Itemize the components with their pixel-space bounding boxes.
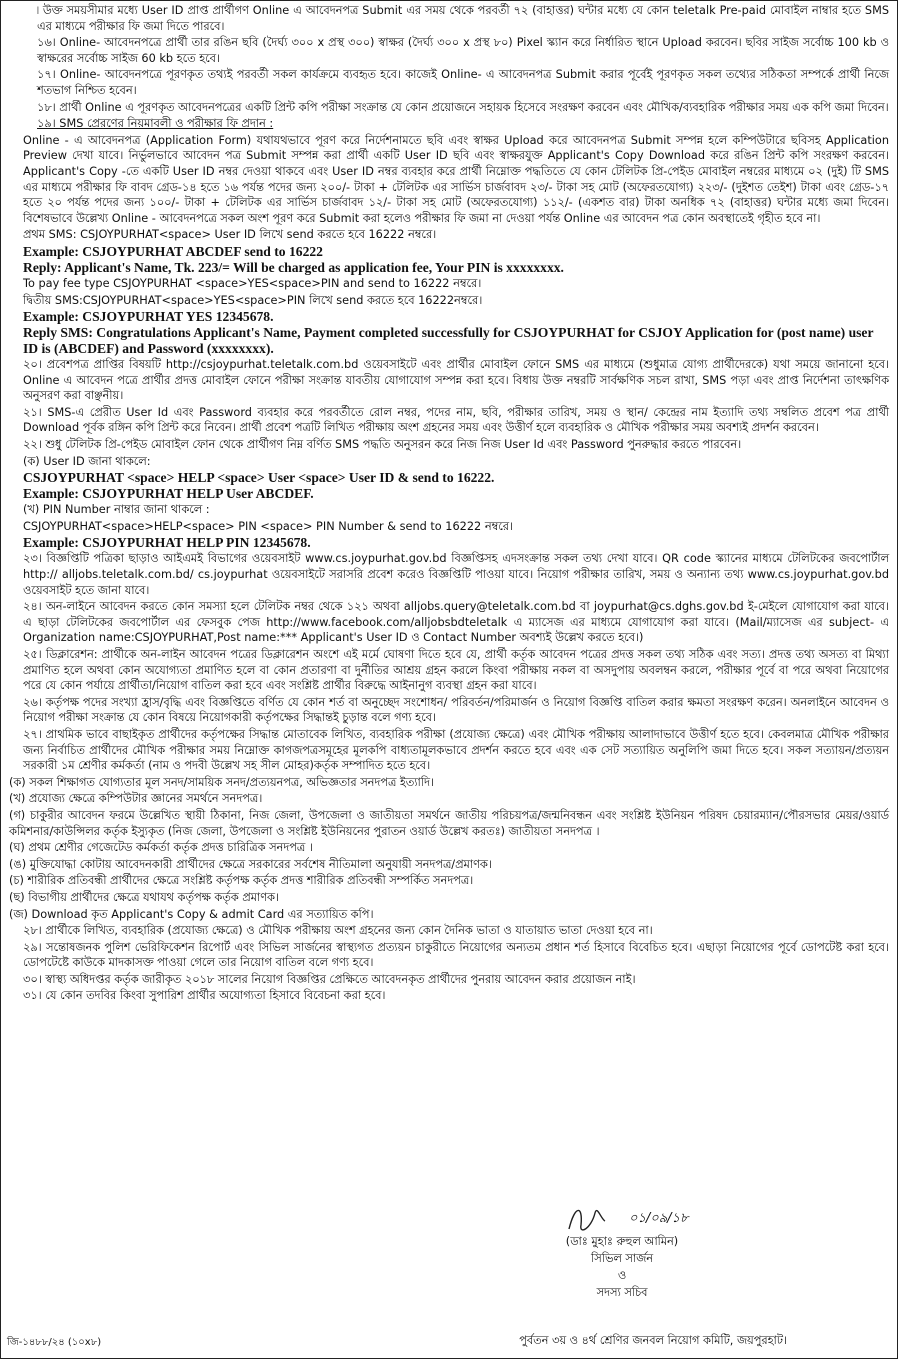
notice-paragraph: দ্বিতীয় SMS:CSJOYPURHAT<space>YES<space>PIN লিখে send করতে হবে 16222নম্বরে। <box>23 293 483 307</box>
notice-paragraph: ২৪। অন-লাইনে আবেদন করতে কোন সমস্যা হলে টেলিটক নম্বর থেকে ১২১ অথবা alljobs.query@teletalk.com.bd বা joypurhat@cs.dghs.gov.bd ই-মেইলে যোগাযোগ করা যাবে। এ ছাড়া টেলিটকের জবপোর্টাল এর ফেসবুক পেজ http://www.facebook.com/alljobsbdteletalk এ ম্যাসেজ এর মাধ্যমে যোগাযোগ করা যাবে। (Mail/ম্যাসেজ এর subject- এ Organization name:CSJOYPURHAT,Post name:*** Applicant's User ID ও Contact Number অবশ্যই উল্লেখ করতে হবে।) <box>23 600 889 645</box>
notice-paragraph: Reply: Applicant's Name, Tk. 223/= Will be charged as application fee, Your PIN is xxxxxxxx. <box>23 259 564 275</box>
notice-paragraph: Example: CSJOYPURHAT HELP PIN 12345678. <box>23 535 311 551</box>
notice-paragraph: ২৯। সন্তোষজনক পুলিশ ভেরিফিকেশন রিপোর্ট এবং সিভিল সার্জনের স্বাস্থ্যগত প্রত্যয়ন চাকুরীতে নিয়োগের অন্যতম প্রধান শর্ত হিসাবে বিবেচিত হবে। এছাড়া নিয়োগের পূর্বে ডোপটেষ্ট করা হবে। ডোপটেষ্টে কাউকে মাদকাসক্ত পাওয়া গেলে তার নিয়োগ বাতিল বলে গণ্য হবে। <box>23 940 889 970</box>
notice-paragraph: CSJOYPURHAT <space> HELP <space> User <space> User ID & send to 16222. <box>23 470 495 486</box>
notice-paragraph: (ছ) বিভাগীয় প্রার্থীদের ক্ষেত্রে যথাযথ কর্তৃপক্ষ কর্তৃক প্রমাণক। <box>9 890 279 904</box>
signatory-name: (ডাঃ মুহাঃ রুহুল আমিন) <box>565 1235 679 1248</box>
signatory-role: সদস্য সচিব <box>596 1286 648 1299</box>
notice-paragraph: ১৬। Online- আবেদনপত্রে প্রার্থী তার রঙিন ছবি (দৈর্ঘ্য ৩০০ x প্রস্থ ৩০০) স্বাক্ষর (দৈর্ঘ্য ৩০০ x প্রস্থ ৮০) Pixel স্ক্যান করে নির্ধারিত স্থানে Upload করবেন। ছবির সাইজ সর্বোচ্চ 100 kb ও স্বাক্ষরের সর্বোচ্চ সাইজ 60 kb হতে হবে। <box>37 36 889 65</box>
notice-paragraph: প্রথম SMS: CSJOYPURHAT<space> User ID লিখে send করতে হবে 16222 নম্বরে। <box>23 228 437 242</box>
committee-name: পুর্বতন ৩য় ও ৪র্থ শ্রেণির জনবল নিয়োগ কমিটি, জয়পুরহাট। <box>519 1334 787 1347</box>
notice-paragraph: ২৬। কর্তৃপক্ষ পদের সংখ্যা হ্রাস/বৃদ্ধি এবং বিজ্ঞপ্তিতে বর্ণিত যে কোন শর্ত বা অনুচ্ছেদ সংশোধন/ পরিবর্তন/পরিমার্জন ও নিয়োগ বিজ্ঞপ্তি বাতিল করার ক্ষমতা সংরক্ষণ করেন। অনলাইনে আবেদন ও নিয়োগ পরীক্ষা সংক্রান্ত যে কোন বিষয়ে নিয়োগকারী কর্তৃপক্ষের সিদ্ধান্তই চুড়ান্ত বলে গণ্য হবে। <box>23 695 889 725</box>
notice-paragraph: ২২। শুধু টেলিটক প্রি-পেইড মোবাইল ফোন থেকে প্রার্থীগণ নিম্ন বর্ণিত SMS পদ্ধতি অনুসরন করে নিজ নিজ User Id এবং Password পুনরুদ্ধার করতে পারবেন। <box>23 438 742 452</box>
notice-paragraph: (ঘ) প্রথম শ্রেণীর গেজেটেড কর্মকর্তা কর্তৃক প্রদত্ত চারিত্রিক সনদপত্র । <box>9 841 313 855</box>
notice-paragraph: ২৫। ডিক্লারেশন: প্রার্থীকে অন-লাইন আবেদন পত্রের ডিক্লারেশন অংশে এই মর্মে ঘোষণা দিতে হবে যে, প্রার্থী কর্তৃক আবেদন পত্রের প্রদত্ত সকল তথ্য সঠিক এবং সত্য। প্রদত্ত তথ্য অসত্য বা মিথ্যা প্রমাণিত হলে অথবা কোন অযোগ্যতা প্রমাণিত হলে বা কোন প্রতারণা বা দুর্নীতির আশ্রয় গ্রহন করলে কিংবা পরীক্ষায় নকল বা অসদুপায় অবলম্বন করলে, পরীক্ষার পূর্বে বা পরে অথবা নিয়োগের পরে যে কোন পর্যায়ে প্রার্থীতা/নিয়োগ বাতিল করা হবে এবং সংশ্লিষ্ট প্রার্থীর বিরুদ্ধে আইনানুগ ব্যবস্থা গ্রহন করা যাবে। <box>23 648 889 693</box>
notice-paragraph: Online - এ আবেদনপত্র (Application Form) যথাযথভাবে পূরণ করে নির্দেশনামতে ছবি এবং স্বাক্ষর Upload করে আবেদনপত্র Submit সম্পন্ন হলে কম্পিউটারে ছবিসহ Application Preview দেখা যাবে। নির্ভুলভাবে আবেদন পত্র Submit সম্পন্ন করা প্রার্থী একটি User ID ছবি এবং স্বাক্ষরযুক্ত Applicant's Copy Download করে রঙিন প্রিন্ট কপি সংরক্ষণ করবেন। Applicant's Copy -তে একটি User ID নম্বর দেওয়া থাকবে এবং User ID নম্বর ব্যবহার করে প্রার্থী নিম্নোক্ত পদ্ধতিতে যে কোন টেলিটক প্রি-পেইড মোবাইল নম্বরের মাধ্যমে ০২ (দুই) টি SMS এর মাধ্যমে পরীক্ষার ফি বাবদ গ্রেড-১৪ হতে ১৬ পর্যন্ত পদের জন্য ২০০/- টাকা + টেলিটক এর সার্ভিস চার্জবাবদ ২৩/- টাকা সহ মোট (অফেরতযোগ্য) ২২৩/- (দুইশত তেইশ) টাকা এবং গ্রেড-১৭ হতে ২০ পর্যন্ত পদের জন্য ১০০/- টাকা + টেলিটক এর সার্ভিস চার্জবাবদ ১২/- টাকা সহ মোট (অফেরতযোগ্য) ১১২/- (একশত বার) টাকা অনধিক ৭২ (বাহাত্তর) ঘন্টার মধ্যে জমা দিবেন। বিশেষভাবে উল্লেখ্য Online - আবেদনপত্রে সকল অংশ পূরণ করে Submit করা হলেও পরীক্ষার ফি জমা না দেওয়া পর্যন্ত Online এর আবেদন পত্র কোন অবস্থাতেই গৃহীত হবে না। <box>23 133 889 225</box>
notice-paragraph: Example: CSJOYPURHAT ABCDEF send to 16222 <box>23 243 323 259</box>
signature-block <box>457 1233 787 1301</box>
notice-paragraph: (গ) চাকুরীর আবেদন ফরমে উল্লেখিত স্থায়ী ঠিকানা, নিজ জেলা, উপজেলা ও জাতীয়তা সমর্থনে জাতীয় পরিচয়পত্র/জন্মনিবন্ধন এবং সংশ্লিষ্ট ইউনিয়ন পরিষদ চেয়ারম্যান/পৌরসভার মেয়র/ওয়ার্ড কমিশনার/কাউন্সিলর কর্তৃক ইস্যুকৃত (নিজ জেলা, উপজেলা ও সংশ্লিষ্ট ইউনিয়নের পুরাতন ওয়ার্ড উল্লেখ করতঃ) জাতীয়তা সনদপত্র । <box>9 808 889 838</box>
footer-code: জি-১৪৮৮/২৪ (১০x৮) <box>7 1337 102 1348</box>
notice-paragraph: (খ) PIN Number নাম্বার জানা থাকলে : <box>23 503 210 517</box>
notice-paragraph: ১৯। SMS প্রেরণের নিয়মাবলী ও পরীক্ষার ফি প্রদান : <box>37 117 274 131</box>
notice-paragraph: ২০। প্রবেশপত্র প্রাপ্তির বিষয়টি http://csjoypurhat.teletalk.com.bd ওয়েবসাইটে এবং প্রার্থীর মোবাইল ফোনে SMS এর মাধ্যমে (শুধুমাত্র যোগ্য প্রার্থীদেরকে) যথা সময়ে জানানো হবে। Online এ আবেদন পত্রে প্রার্থীর প্রদত্ত মোবাইল ফোনে পরীক্ষা সংক্রান্ত যাবতীয় যোগাযোগ সম্পন্ন করা হবে। বিধায় উক্ত নম্বরটি সার্বক্ষণিক সচল রাখা, SMS পড়া এবং প্রাপ্ত নির্দেশনা তাৎক্ষণিক অনুসরণ করা বাঞ্ছনীয়। <box>23 358 889 403</box>
notice-paragraph: (খ) প্রযোজ্য ক্ষেত্রে কম্পিউটার জ্ঞানের সমর্থনে সনদপত্র। <box>9 792 263 806</box>
notice-paragraph: To pay fee type CSJOYPURHAT <space>YES<space>PIN and send to 16222 নম্বরে। <box>23 276 482 290</box>
signature-date: ০১/০৯/১৮ <box>629 1211 689 1226</box>
notice-paragraph: Example: CSJOYPURHAT YES 12345678. <box>23 309 274 325</box>
notice-paragraph: Reply SMS: Congratulations Applicant's Name, Payment completed successfully for CSJOYPURHAT for CSJOY Application for (post name) user ID is (ABCDEF) and Password (xxxxxxxx). <box>23 325 874 357</box>
notice-paragraph: ২৮। প্রার্থীকে লিখিত, ব্যবহারিক (প্রযোজ্য ক্ষেত্রে) ও মৌখিক পরীক্ষায় অংশ গ্রহনের জন্য কোন দৈনিক ভাতা ও যাতায়াত ভাতা দেওয়া হবে না। <box>23 924 653 938</box>
notice-paragraph: (ক) সকল শিক্ষাগত যোগ্যতার মূল সনদ/সাময়িক সনদ/প্রত্যয়নপত্র, অভিজ্ঞতার সনদপত্র ইত্যাদি। <box>9 775 435 789</box>
notice-paragraph: ৷ উক্ত সময়সীমার মধ্যে User ID প্রাপ্ত প্রার্থীগণ Online এ আবেদনপত্র Submit এর সময় থেকে পরবর্তী ৭২ (বাহাত্তর) ঘন্টার মধ্যে যে কোন teletalk Pre-paid মোবাইল নাম্বার হতে SMS এর মাধ্যমে পরীক্ষার ফি জমা দিতে পারবে। <box>37 4 889 33</box>
notice-paragraph: ২৩। বিজ্ঞপ্তিটি পত্রিকা ছাড়াও আইএমই বিভাগের ওয়েবসাইট www.cs.joypurhat.gov.bd বিজ্ঞপ্তিসহ এদসংক্রান্ত সকল তথ্য দেখা যাবে। QR code স্ক্যানের মাধ্যমে টেলিটকের জবপোর্টাল http:// alljobs.teletalk.com.bd/ cs.joypurhat ওয়েবসাইটে সরাসরি প্রবেশ করেও বিজ্ঞপ্তিটি পাওয়া যাবে। নিয়োগ পরীক্ষার তারিখ, সময় ও অন্যান্য তথ্য www.cs.joypurhat.gov.bd ওয়েবসাইট হতে জানা যাবে। <box>23 552 889 597</box>
notice-paragraph: (চ) শারীরিক প্রতিবন্ধী প্রার্থীদের ক্ষেত্রে সংশ্লিষ্ট কর্তৃপক্ষ কর্তৃক প্রদত্ত শারীরিক প্রতিবন্ধী সম্পর্কিত সনদপত্র। <box>9 874 474 888</box>
notice-paragraph: CSJOYPURHAT<space>HELP<space> PIN <space> PIN Number & send to 16222 নম্বরে। <box>23 519 514 533</box>
notice-paragraph: ১৮। প্রার্থী Online এ পূরণকৃত আবেদনপত্রের একটি প্রিন্ট কপি পরীক্ষা সংক্রান্ত যে কোন প্রয়োজনে সহায়ক হিসেবে সংরক্ষণ করবেন এবং মৌখিক/ব্যবহারিক পরীক্ষার সময় এক কপি জমা দিবেন। <box>37 100 889 114</box>
notice-paragraph: ২১। SMS-এ প্রেরীত User Id এবং Password ব্যবহার করে পরবর্তীতে রোল নম্বর, পদের নাম, ছবি, পরীক্ষার তারিখ, সময় ও স্থান/ কেন্দ্রের নাম ইত্যাদি তথ্য সম্বলিত প্রবেশ পত্র প্রার্থী Download পূর্বক রঙ্গিন কপি প্রিন্ট করে নিবেন। প্রার্থী প্রবেশ পত্রটি লিখিত পরীক্ষায় অংশ গ্রহনের সময় এবং উত্তীর্ণ হলে ব্যবহারিক ও মৌখিক পরীক্ষার সময় অবশ্যই প্রদর্শন করবেন। <box>23 405 889 435</box>
notice-paragraph: (জ) Download কৃত Applicant's Copy & admit Card এর সত্যায়িত কপি। <box>9 907 374 921</box>
notice-body <box>9 3 889 1005</box>
notice-paragraph: (ক) User ID জানা থাকলে: <box>23 454 151 468</box>
signatory-and: ও <box>617 1269 627 1282</box>
notice-paragraph: ৩১। যে কোন তদবির কিংবা সুপারিশ প্রার্থীর অযোগ্যতা হিসাবে বিবেচনা করা হবে। <box>23 989 386 1003</box>
notice-paragraph: ৩০। স্বাস্থ্য অধিদপ্তর কর্তৃক জারীকৃত ২০১৮ সালের নিয়োগ বিজ্ঞপ্তির প্রেক্ষিতে আবেদনকৃত প্রার্থীদের পুনরায় আবেদন করার প্রয়োজন নাই। <box>23 972 636 986</box>
notice-paragraph: ১৭। Online- আবেদনপত্রে পূরণকৃত তথ্যই পরবর্তী সকল কার্যক্রমে ব্যবহৃত হবে। কাজেই Online- এ আবেদনপত্র Submit করার পূর্বেই পূরণকৃত সকল তথ্যের সঠিকতা সম্পর্কে প্রার্থী নিজে শতভাগ নিশ্চিত হবেন। <box>37 68 889 97</box>
notice-paragraph: (ঙ) মুক্তিযোদ্ধা কোটায় আবেদনকারী প্রার্থীদের ক্ষেত্রে সরকারের সর্বশেষ নীতিমালা অনুযায়ী সনদপত্র/প্রমাণক। <box>9 857 492 871</box>
notice-paragraph: ২৭। প্রাথমিক ভাবে বাছাইকৃত প্রার্থীদের কর্তৃপক্ষের সিদ্ধান্ত মোতাবেক লিখিত, ব্যবহারিক পরীক্ষা (প্রযোজ্য ক্ষেত্রে) এবং মৌখিক পরীক্ষায় আলাদাভাবে উত্তীর্ণ হতে হবে। কেবলমাত্র মৌখিক পরীক্ষার জন্য নির্বাচিত প্রার্থীদের মৌখিক পরীক্ষার সময় নিম্নোক্ত কাগজপত্রসমূহের মূলকপি বাধ্যতামূলকভাবে প্রদর্শন করতে হবে এবং এক সেট সত্যায়িত অনুলিপি জমা দিতে হবে। সকল সত্যায়ন/প্রত্যয়ন সরকারী ১ম শ্রেণীর কর্মকর্তা (নাম ও পদবী উল্লেখ সহ সীল মোহর)কর্তৃক সম্পাদিত হতে হবে। <box>23 727 889 773</box>
signatory-title: সিভিল সার্জন <box>591 1252 653 1265</box>
notice-paragraph: Example: CSJOYPURHAT HELP User ABCDEF. <box>23 486 314 502</box>
